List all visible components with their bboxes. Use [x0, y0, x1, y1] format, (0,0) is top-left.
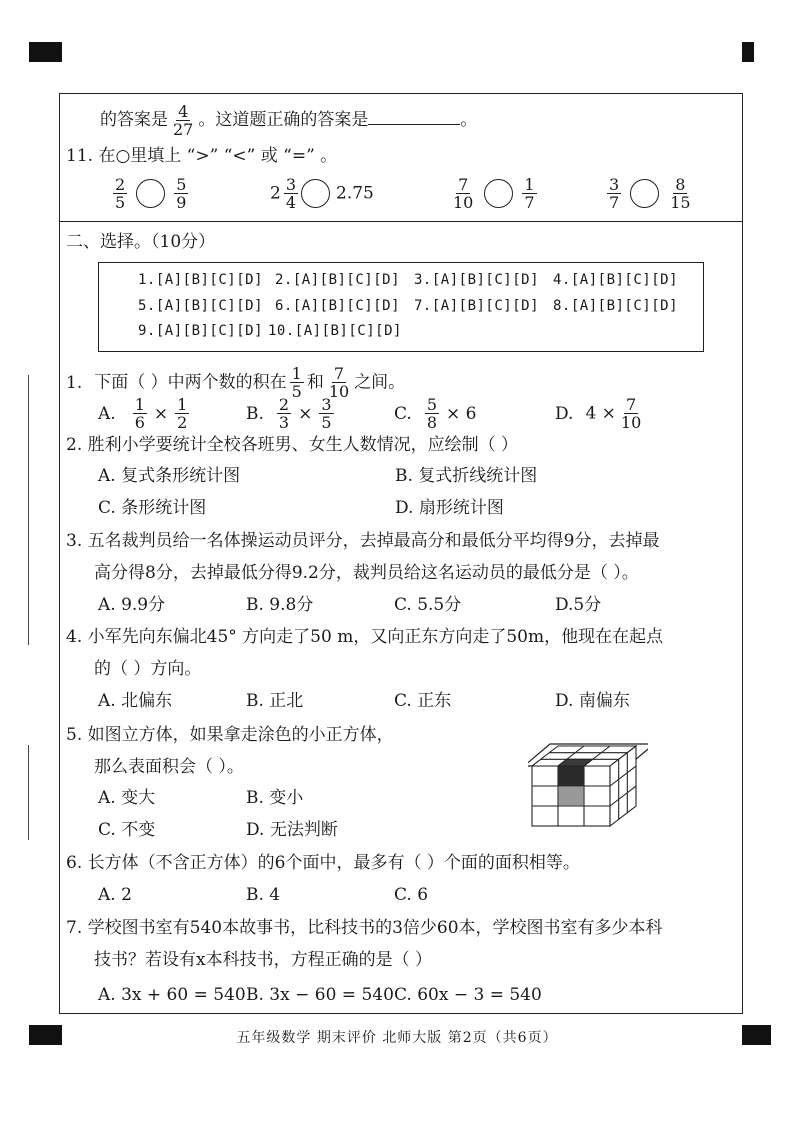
question-3-option-b[interactable]: B. 9.8分 — [246, 595, 314, 615]
question-3-option-a[interactable]: A. 9.9分 — [98, 595, 166, 615]
answer-bubble-1[interactable]: 1.[A][B][C][D] — [138, 272, 264, 288]
question-4-option-b[interactable]: B. 正北 — [246, 691, 304, 711]
question-3-stem-line-2: 高分得8分，去掉最低分得9.2分，裁判员给这名运动员的最低分是（ ）。 — [94, 563, 639, 583]
answer-bubble-8[interactable]: 8.[A][B][C][D] — [553, 298, 679, 314]
question-7-option-c[interactable]: C. 60x − 3 = 540 — [394, 985, 542, 1005]
question-4-stem-line-1: 4. 小军先向东偏北45° 方向走了50 m，又向正东方向走了50m，他现在在起点 — [66, 627, 664, 647]
compare-circle[interactable] — [630, 179, 659, 208]
question-6-option-b[interactable]: B. 4 — [246, 885, 281, 905]
compare-item-3: $\frac{7}{10}$ $\frac{1}{7}$ — [453, 175, 535, 212]
answer-bubble-6[interactable]: 6.[A][B][C][D] — [275, 298, 401, 314]
cube-diagram — [528, 740, 648, 830]
answer-blank[interactable] — [368, 110, 460, 125]
question-2-option-b[interactable]: B. 复式折线统计图 — [395, 466, 538, 486]
compare-item-4: $\frac{3}{7}$ $\frac{8}{15}$ — [609, 175, 691, 212]
question-11-stem: 11. 在○里填上 “>” “<” 或 “=” 。 — [66, 146, 338, 166]
answer-bubble-3[interactable]: 3.[A][B][C][D] — [414, 272, 540, 288]
question-2-option-a[interactable]: A. 复式条形统计图 — [98, 466, 241, 486]
question-6-option-a[interactable]: A. 2 — [98, 885, 132, 905]
compare-circle[interactable] — [484, 179, 513, 208]
question-5-stem-line-1: 5. 如图立方体，如果拿走涂色的小正方体， — [66, 725, 394, 745]
question-6-stem: 6. 长方体（不含正方体）的6个面中，最多有（ ）个面的面积相等。 — [66, 853, 580, 873]
registration-mark-top-right — [742, 42, 754, 62]
question-1-option-a[interactable]: A. $\frac{1}{6}$ × $\frac{1}{2}$ — [98, 395, 188, 432]
question-2-option-c[interactable]: C. 条形统计图 — [98, 498, 207, 518]
question-1-option-c[interactable]: C. $\frac{5}{8}$ × 6 — [394, 395, 477, 432]
registration-mark-top-left — [29, 42, 62, 62]
question-6-option-c[interactable]: C. 6 — [394, 885, 429, 905]
compare-item-1: $\frac{2}{5}$ $\frac{5}{9}$ — [115, 175, 187, 212]
question-5-option-c[interactable]: C. 不变 — [98, 820, 156, 840]
question-1-stem: 1. 下面（ ）中两个数的积在 $\frac{1}{5}$ 和 $\frac{7}{10}$ 之间。 — [66, 364, 406, 401]
question-2-stem: 2. 胜利小学要统计全校各班男、女生人数情况，应绘制（ ） — [66, 435, 519, 455]
fraction: $\frac{4}{27}$ — [173, 102, 194, 139]
question-3-option-c[interactable]: C. 5.5分 — [394, 595, 462, 615]
question-10-tail: 的答案是 $\frac{4}{27}$ 。这道题正确的答案是 。 — [100, 102, 478, 139]
question-2-option-d[interactable]: D. 扇形统计图 — [395, 498, 504, 518]
question-5-option-b[interactable]: B. 变小 — [246, 788, 304, 808]
question-7-stem-line-1: 7. 学校图书室有540本故事书，比科技书的3倍少60本，学校图书室有多少本科 — [66, 918, 663, 938]
question-5-option-d[interactable]: D. 无法判断 — [246, 820, 338, 840]
section-divider — [59, 221, 743, 222]
question-3-option-d[interactable]: D.5分 — [555, 595, 602, 615]
question-5-option-a[interactable]: A. 变大 — [98, 788, 156, 808]
question-1-option-d[interactable]: D. 4 × $\frac{7}{10}$ — [555, 395, 642, 432]
shaded-cube — [558, 766, 584, 786]
page-footer: 五年级数学 期末评价 北师大版 第2页（共6页） — [236, 1030, 558, 1046]
compare-item-2: 2 $\frac{3}{4}$ 2.75 — [270, 175, 374, 212]
question-7-stem-line-2: 技书？若设有x本科技书，方程正确的是（ ） — [94, 950, 432, 970]
question-7-option-b[interactable]: B. 3x − 60 = 540 — [246, 985, 394, 1005]
compare-circle[interactable] — [136, 179, 165, 208]
question-7-option-a[interactable]: A. 3x + 60 = 540 — [98, 985, 246, 1005]
answer-bubble-2[interactable]: 2.[A][B][C][D] — [275, 272, 401, 288]
compare-circle[interactable] — [301, 179, 330, 208]
question-4-option-a[interactable]: A. 北偏东 — [98, 691, 173, 711]
question-4-stem-line-2: 的（ ）方向。 — [94, 659, 202, 679]
question-1-option-b[interactable]: B. $\frac{2}{3}$ × $\frac{3}{5}$ — [246, 395, 332, 432]
question-4-option-c[interactable]: C. 正东 — [394, 691, 452, 711]
answer-bubble-4[interactable]: 4.[A][B][C][D] — [553, 272, 679, 288]
question-4-option-d[interactable]: D. 南偏东 — [555, 691, 630, 711]
question-5-stem-line-2: 那么表面积会（ ）。 — [94, 757, 244, 777]
answer-bubble-9[interactable]: 9.[A][B][C][D] — [138, 323, 264, 339]
answer-bubble-10[interactable]: 10.[A][B][C][D] — [268, 323, 402, 339]
section-title: 二、选择。（10分） — [66, 232, 216, 252]
answer-bubble-7[interactable]: 7.[A][B][C][D] — [414, 298, 540, 314]
margin-line — [28, 745, 29, 840]
question-3-stem-line-1: 3. 五名裁判员给一名体操运动员评分，去掉最高分和最低分平均得9分，去掉最 — [66, 531, 660, 551]
answer-bubble-5[interactable]: 5.[A][B][C][D] — [138, 298, 264, 314]
margin-line — [28, 375, 29, 645]
